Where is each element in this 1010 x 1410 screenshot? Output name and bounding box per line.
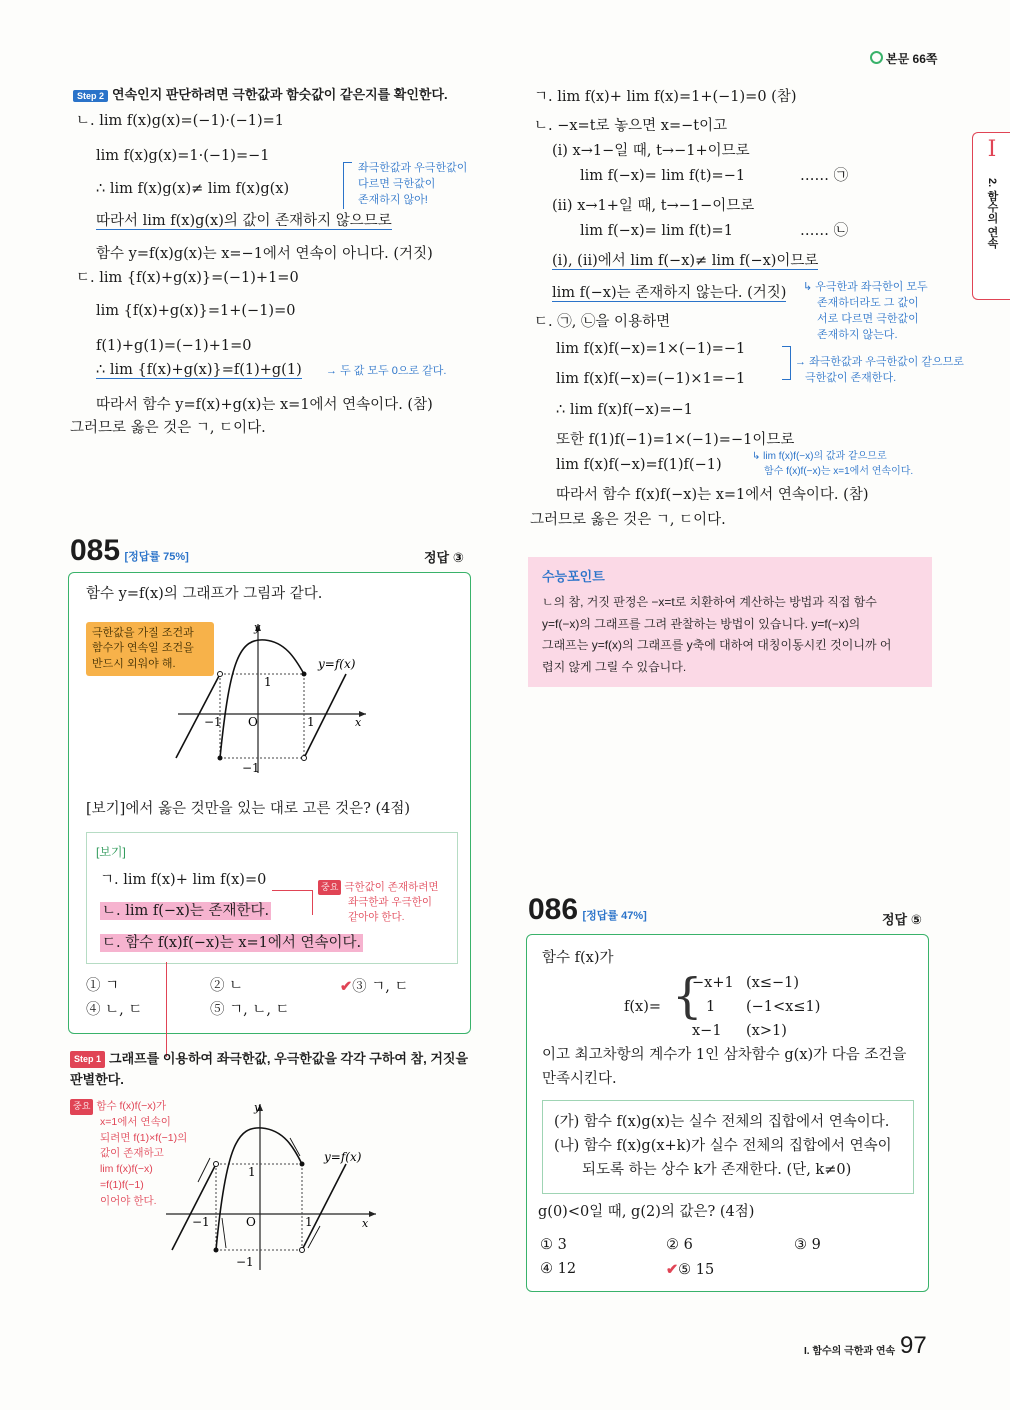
solution-line: f(1)+g(1)=(−1)+1=0 (96, 338, 252, 354)
correct-rate: [정답률 75%] (124, 551, 189, 563)
svg-text:x: x (362, 1217, 369, 1230)
function-graph (170, 618, 370, 778)
choice-1: ① 3 (540, 1237, 567, 1253)
choice-5: ✔⑤ 15 (666, 1261, 715, 1278)
solution-graph (162, 1098, 382, 1273)
choice-4: ④ 12 (540, 1261, 577, 1277)
question-number: 085 (70, 534, 121, 567)
step1-heading: Step 1 그래프를 이용하여 좌극한값, 우극한값을 각각 구하여 참, 거짓을 판별한다. (70, 1051, 469, 1087)
question-header-085 (70, 534, 189, 568)
pointer-line (166, 962, 167, 1057)
solution-line: lim f(−x)= lim f(t)=1 (580, 223, 733, 239)
svg-text:1: 1 (307, 715, 315, 729)
svg-text:−1: −1 (192, 1215, 210, 1229)
solution-line: ㄴ. lim f(x)g(x)=(−1)·(−1)=1 (76, 113, 285, 129)
question-text: g(0)<0일 때, g(2)의 값은? (4점) (538, 1204, 755, 1220)
piece-cond: (x>1) (746, 1023, 787, 1039)
brace: { (672, 968, 703, 1024)
tip-sticker: 극한값을 가질 조건과 함수가 연속일 조건을 반드시 외워야 해. (86, 622, 214, 676)
choice-5: ⑤ ㄱ, ㄴ, ㄷ (210, 1002, 290, 1018)
question-header-086 (528, 893, 647, 927)
svg-text:1: 1 (305, 1215, 313, 1229)
choice-1: ① ㄱ (86, 978, 120, 994)
solution-line: (ⅰ) x→1−일 때, t→−1+이므로 (552, 143, 750, 159)
side-important-note: 중요 함수 f(x)f(−x)가 x=1에서 연속이 되려면 f(1)×f(−1)의 값이 존재하고 lim f(x)f(−x) =f(1)f(−1) 이어야 한다. (70, 1099, 187, 1209)
solution-line: 또한 f(1)f(−1)=1×(−1)=−1이므로 (556, 432, 795, 448)
solution-line: lim f(x)f(−x)=1×(−1)=−1 (556, 341, 746, 357)
solution-line: ㄱ. lim f(x)+ lim f(x)=1+(−1)=0 (참) (534, 89, 797, 105)
svg-text:1: 1 (264, 675, 272, 689)
solution-line: ㄴ. −x=t로 놓으면 x=−t이고 (534, 118, 728, 134)
solution-line: ㄷ. lim {f(x)+g(x)}=(−1)+1=0 (76, 270, 299, 286)
tip-title: 수능포인트 (542, 569, 605, 584)
correct-rate: [정답률 47%] (582, 910, 647, 922)
solution-line: lim f(−x)는 존재하지 않는다. (거짓) (552, 285, 787, 301)
annotation-note: ↳ lim f(x)f(−x)의 값과 같으므로 함수 f(x)f(−x)는 x=1에서 연속이다. (752, 451, 914, 477)
graph-label: y=f(x) (318, 657, 356, 671)
important-note: 중요 극한값이 존재하려면 좌극한과 우극한이 같아야 한다. (318, 880, 439, 926)
check-mark-icon: ✔ (340, 978, 353, 995)
solution-line: (ⅱ) x→1+일 때, t→−1−이므로 (552, 198, 755, 214)
solution-line: lim f(x)f(−x)=(−1)×1=−1 (556, 371, 746, 387)
header-ref: 본문 66쪽 (870, 50, 937, 67)
circle-icon (870, 51, 883, 64)
solution-line: 그러므로 옳은 것은 ㄱ, ㄷ이다. (530, 512, 726, 528)
solution-line: lim f(x)f(−x)=f(1)f(−1) (556, 457, 722, 473)
piece-expr: x−1 (692, 1023, 722, 1039)
bogi-title: [보기] (96, 845, 126, 859)
piece-expr: 1 (706, 999, 716, 1015)
solution-line: 함수 y=f(x)g(x)는 x=−1에서 연속이 아니다. (거짓) (96, 246, 433, 262)
annotation-note: 좌극한값과 우극한값이 다르면 극한값이 존재하지 않아! (358, 162, 468, 206)
question-stem: 함수 f(x)가 (542, 950, 614, 966)
solution-line: 따라서 lim f(x)g(x)의 값이 존재하지 않으므로 (96, 213, 392, 229)
solution-line: lim f(−x)= lim f(t)=−1 (580, 168, 746, 184)
solution-line: ∴ lim f(x)f(−x)=−1 (556, 402, 693, 418)
marker-a: …… ㉠ (800, 168, 849, 184)
svg-text:−1: −1 (204, 715, 222, 729)
question-stem: 이고 최고차항의 계수가 1인 삼차함수 g(x)가 다음 조건을 (542, 1047, 907, 1063)
choice-4: ④ ㄴ, ㄷ (86, 1002, 143, 1018)
side-tab-section: 2. 함수의 연속 (986, 178, 998, 249)
piece-expr: −x+1 (692, 975, 734, 991)
question-stem: 만족시킨다. (542, 1071, 617, 1087)
choice-2: ② ㄴ (210, 978, 244, 994)
answer-label: 정답 ⑤ (882, 912, 922, 927)
footer-chapter: I. 함수의 극한과 연속 (804, 1346, 896, 1357)
condition-item: 되도록 하는 상수 k가 존재한다. (단, k≠0) (582, 1162, 852, 1178)
piecewise-label: f(x)= (624, 999, 662, 1015)
check-mark-icon: ✔ (666, 1261, 679, 1278)
svg-text:−1: −1 (236, 1255, 254, 1269)
svg-text:O: O (248, 715, 258, 729)
bogi-item: ㄷ. 함수 f(x)f(−x)는 x=1에서 연속이다. (102, 935, 362, 951)
svg-text:−1: −1 (242, 761, 260, 775)
solution-line: 따라서 함수 y=f(x)+g(x)는 x=1에서 연속이다. (참) (96, 397, 433, 413)
svg-text:1: 1 (248, 1165, 256, 1179)
solution-line: ∴ lim f(x)g(x)≠ lim f(x)g(x) (96, 181, 290, 197)
svg-text:y: y (254, 1101, 261, 1114)
tip-body: ㄴ의 참, 거짓 판정은 −x=t로 치환하여 계산하는 방법과 직접 함수 y=f(−x)의 그래프를 그려 관찰하는 방법이 있습니다. y=f(−x)의 그래프는 y=f(x)의 그래프를 y축에 대하여 대칭이동시킨 것이니까 어 렵지 않게 그릴 수 있습니다. (542, 595, 892, 674)
annotation-note: ↳ 우극한과 좌극한이 모두 존재하더라도 그 값이 서로 다르면 극한값이 존재하지 않는다. (803, 281, 928, 341)
question-text: [보기]에서 옳은 것만을 있는 대로 고른 것은? (4점) (86, 801, 411, 817)
svg-text:y: y (254, 621, 261, 634)
solution-line: lim f(x)g(x)=1·(−1)=−1 (96, 148, 270, 164)
piece-cond: (−1<x≤1) (746, 999, 821, 1015)
piece-cond: (x≤−1) (746, 975, 800, 991)
solution-line: 그러므로 옳은 것은 ㄱ, ㄷ이다. (70, 420, 266, 436)
side-tab-chapter: I (987, 137, 997, 162)
annotation-note: → 두 값 모두 0으로 같다. (326, 365, 447, 377)
side-tab (972, 132, 1010, 300)
bogi-item: ㄴ. lim f(−x)는 존재한다. (102, 903, 270, 919)
graph-label: y=f(x) (324, 1150, 362, 1164)
annotation-note: → 좌극한값과 우극한값이 같으므로 극한값이 존재한다. (795, 356, 964, 384)
choice-3: ③ 9 (794, 1237, 821, 1253)
note-bracket (272, 890, 313, 915)
svg-text:O: O (246, 1215, 256, 1229)
step-badge: Step 2 (73, 90, 108, 102)
solution-line: lim {f(x)+g(x)}=1+(−1)=0 (96, 303, 296, 319)
step-badge: Step 1 (70, 1051, 105, 1067)
choice-3: ✔③ ㄱ, ㄷ (340, 978, 409, 995)
answer-label: 정답 ③ (424, 550, 464, 565)
solution-line: (ⅰ), (ⅱ)에서 lim f(−x)≠ lim f(−x)이므로 (552, 253, 819, 269)
note-bracket (343, 162, 352, 209)
question-number: 086 (528, 893, 579, 926)
solution-line: 따라서 함수 f(x)f(−x)는 x=1에서 연속이다. (참) (556, 487, 869, 503)
condition-item: (가) 함수 f(x)g(x)는 실수 전체의 집합에서 연속이다. (554, 1114, 890, 1130)
page-number: 97 (900, 1332, 927, 1359)
solution-line: ∴ lim {f(x)+g(x)}=f(1)+g(1) (96, 362, 302, 378)
bogi-item: ㄱ. lim f(x)+ lim f(x)=0 (100, 872, 267, 888)
step2-heading: Step 2 연속인지 판단하려면 극한값과 함숫값이 같은지를 확인한다. (73, 84, 448, 103)
question-stem: 함수 y=f(x)의 그래프가 그림과 같다. (86, 586, 323, 602)
note-bracket (782, 346, 791, 380)
condition-item: (나) 함수 f(x)g(x+k)가 실수 전체의 집합에서 연속이 (554, 1138, 892, 1154)
svg-text:x: x (355, 716, 362, 729)
marker-b: …… ㉡ (800, 223, 849, 239)
solution-line: ㄷ. ㉠, ㉡을 이용하면 (534, 314, 671, 330)
choice-2: ② 6 (666, 1237, 693, 1253)
